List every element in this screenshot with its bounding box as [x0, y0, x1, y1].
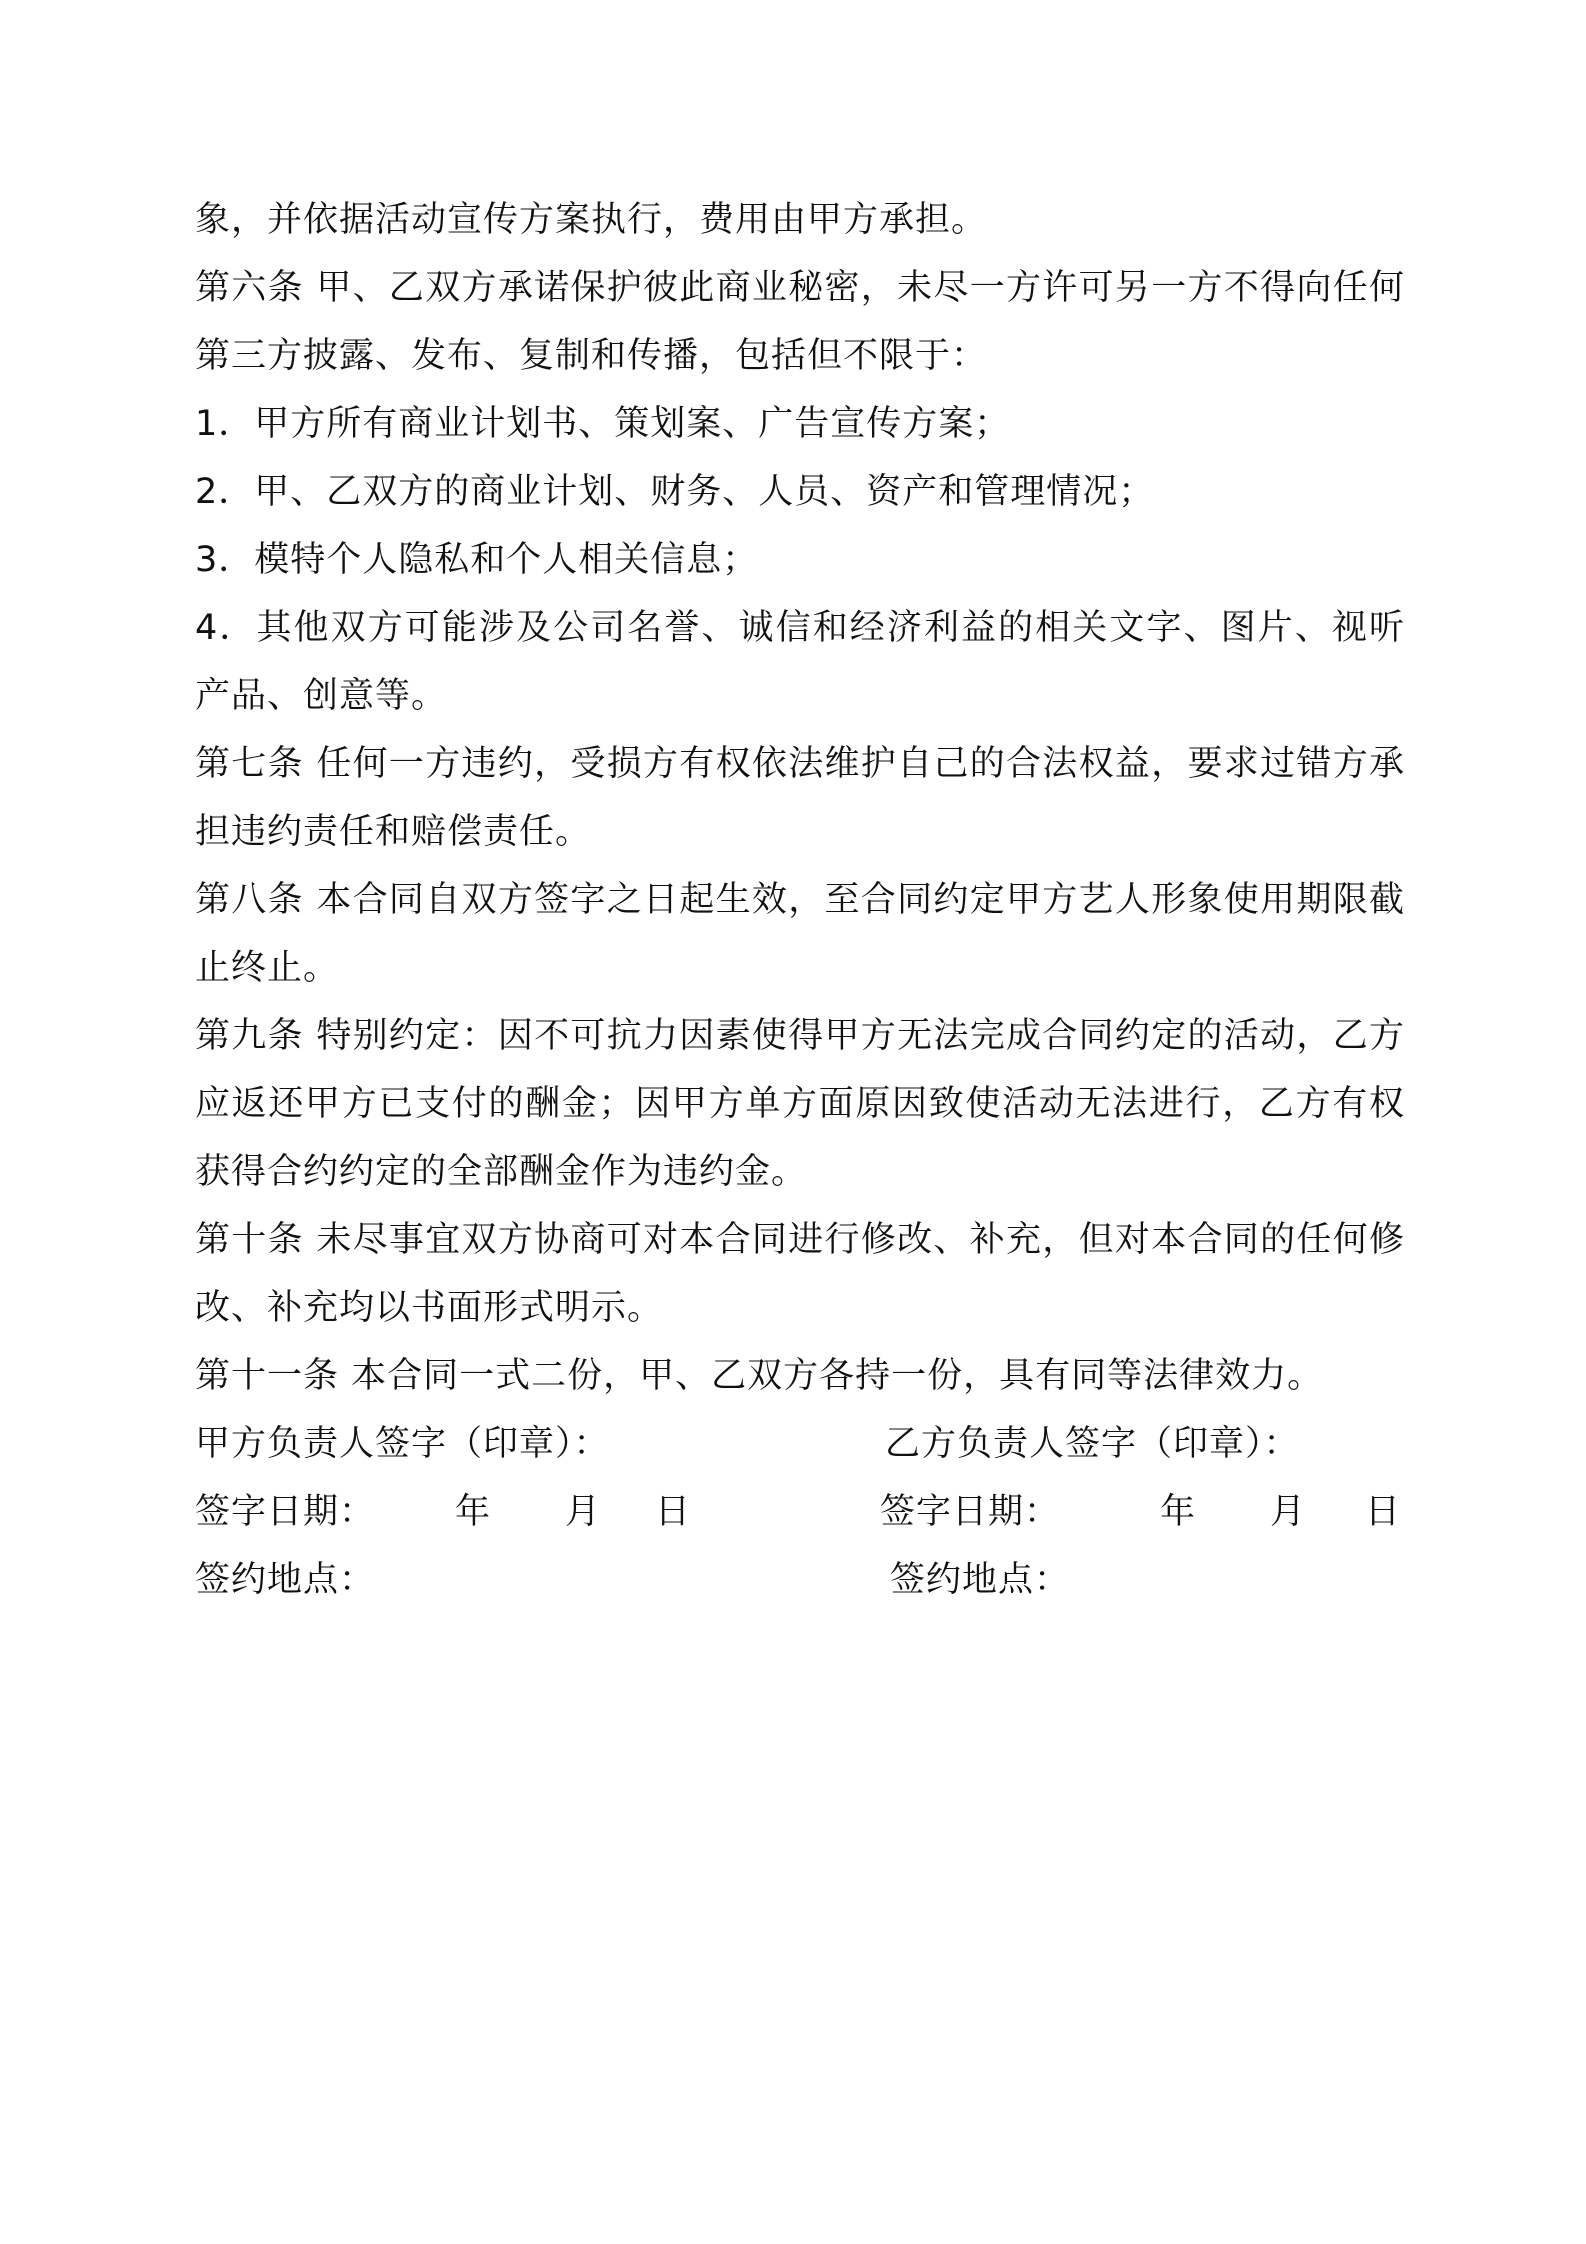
party-b-location-label: 签约地点：: [890, 1560, 1071, 1600]
paragraph-clause5-continued: 象，并依据活动宣传方案执行，费用由甲方承担。: [195, 200, 988, 240]
party-a-month: 月: [565, 1492, 602, 1532]
list-item-1: 1．甲方所有商业计划书、策划案、广告宣传方案；: [195, 404, 1011, 444]
party-a-date-label: 签字日期：: [195, 1492, 376, 1532]
party-b-day: 日: [1365, 1492, 1402, 1532]
party-a-year: 年: [455, 1492, 492, 1532]
party-a-day: 日: [655, 1492, 692, 1532]
party-a-location-label: 签约地点：: [195, 1560, 376, 1600]
party-b-month: 月: [1270, 1492, 1307, 1532]
paragraph-clause7: 第七条 任何一方违约，受损方有权依法维护自己的合法权益，要求过错方承担违约责任和赔偿责任。: [195, 744, 1405, 852]
party-b-date: [880, 1478, 1405, 1546]
paragraph-clause6: 第六条 甲、乙双方承诺保护彼此商业秘密，未尽一方许可另一方不得向任何第三方披露、发布、复制和传播，包括但不限于：: [195, 268, 1405, 376]
contract-body: [195, 186, 1405, 1410]
date-row: [195, 1478, 1405, 1546]
list-item-2: 2．甲、乙双方的商业计划、财务、人员、资产和管理情况；: [195, 472, 1155, 512]
party-a-date: [195, 1478, 715, 1546]
party-b-signer-label: 乙方负责人签字（印章）：: [885, 1424, 1300, 1464]
party-b-date-label: 签字日期：: [880, 1492, 1061, 1532]
paragraph-clause11: 第十一条 本合同一式二份，甲、乙双方各持一份，具有同等法律效力。: [195, 1356, 1324, 1396]
paragraph-clause9: 第九条 特别约定：因不可抗力因素使得甲方无法完成合同约定的活动，乙方应返还甲方已支付的酬金；因甲方单方面原因致使活动无法进行，乙方有权获得合约约定的全部酬金作为违约金。: [195, 1016, 1405, 1192]
party-b-year: 年: [1160, 1492, 1197, 1532]
location-row: [195, 1546, 1405, 1614]
paragraph-clause10: 第十条 未尽事宜双方协商可对本合同进行修改、补充，但对本合同的任何修改、补充均以书面形式明示。: [195, 1220, 1405, 1328]
paragraph-clause8: 第八条 本合同自双方签字之日起生效，至合同约定甲方艺人形象使用期限截止终止。: [195, 880, 1405, 988]
signer-row: [195, 1410, 1405, 1478]
list-item-3: 3．模特个人隐私和个人相关信息；: [195, 540, 759, 580]
signature-block: [195, 1410, 1405, 1614]
party-a-signer-label: 甲方负责人签字（印章）：: [195, 1424, 610, 1464]
list-item-4: 4．其他双方可能涉及公司名誉、诚信和经济利益的相关文字、图片、视听产品、创意等。: [195, 608, 1405, 716]
